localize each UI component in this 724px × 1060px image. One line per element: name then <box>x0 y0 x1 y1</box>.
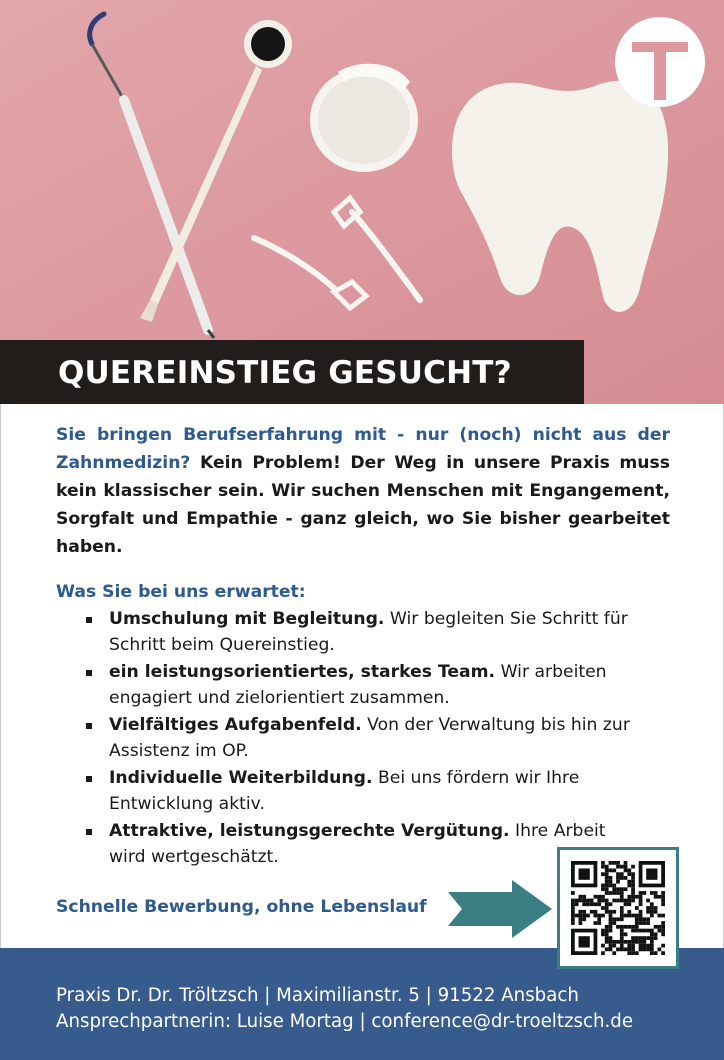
page-title: QUEREINSTIEG GESUCHT? <box>58 355 512 391</box>
benefit-text: Wir begleiten Sie Schritt für Schritt beim Quereinstieg. <box>109 609 628 655</box>
praxis-t-logo-icon <box>614 16 706 108</box>
benefit-text: Von der Verwaltung bis hin zur Assistenz im OP. <box>109 715 630 761</box>
benefit-item <box>86 606 646 658</box>
arrow-right-icon <box>446 878 556 940</box>
benefits-heading: Was Sie bei uns erwartet: <box>56 582 306 602</box>
qr-code[interactable] <box>557 847 679 969</box>
benefit-item <box>86 765 646 817</box>
benefit-text: Ihre Arbeit wird wertgeschätzt. <box>109 821 606 867</box>
square-bullet-icon <box>86 670 92 676</box>
benefit-item <box>86 659 646 711</box>
benefit-item <box>86 712 646 764</box>
benefit-title: Individuelle Weiterbildung. <box>109 768 373 788</box>
quick-apply-text: Schnelle Bewerbung, ohne Lebenslauf <box>56 897 427 917</box>
square-bullet-icon <box>86 617 92 623</box>
benefit-title: Attraktive, leistungsgerechte Vergütung. <box>109 821 510 841</box>
square-bullet-icon <box>86 723 92 729</box>
benefit-text: Bei uns fördern wir Ihre Entwicklung aktiv. <box>109 768 580 814</box>
square-bullet-icon <box>86 776 92 782</box>
intro-body: Kein Problem! Der Weg in unsere Praxis muss kein klassischer sein. Wir suchen Menschen mit Engangement, Sorgfalt und Empathie - ganz gleich, wo Sie bisher gearbeitet haben. <box>56 453 670 557</box>
footer-contact: Ansprechpartnerin: Luise Mortag | conference@dr-troeltzsch.de <box>56 1011 634 1032</box>
intro-highlight: Sie bringen Berufserfahrung mit - nur (noch) nicht aus der Zahnmedizin? <box>56 425 670 473</box>
footer-address: Praxis Dr. Dr. Tröltzsch | Maximilianstr. 5 | 91522 Ansbach <box>56 985 579 1006</box>
benefits-list <box>86 606 646 871</box>
intro-paragraph <box>56 421 670 561</box>
benefit-text: Wir arbeiten engagiert und zielorientiert zusammen. <box>109 662 607 708</box>
benefit-title: Umschulung mit Begleitung. <box>109 609 385 629</box>
benefit-title: Vielfältiges Aufgabenfeld. <box>109 715 362 735</box>
qr-code-icon <box>571 861 665 955</box>
benefit-title: ein leistungsorientiertes, starkes Team. <box>109 662 496 682</box>
square-bullet-icon <box>86 829 92 835</box>
